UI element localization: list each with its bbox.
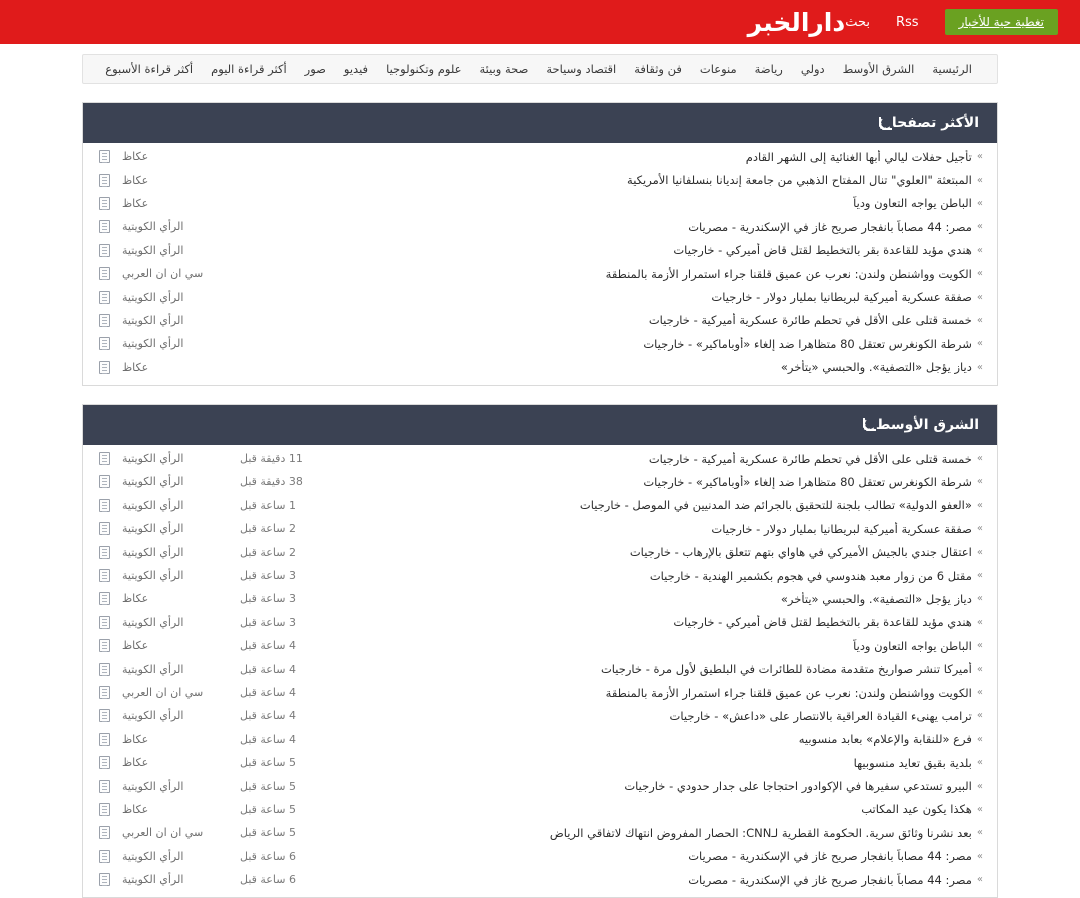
- news-time: 6 ساعة قبل: [240, 849, 296, 863]
- news-row[interactable]: [83, 611, 997, 634]
- bullet-icon: »: [976, 687, 983, 698]
- news-source: الرأي الكويتية: [122, 290, 184, 304]
- bullet-icon: »: [976, 733, 983, 745]
- news-row[interactable]: [83, 262, 997, 285]
- main-menu-bar: [82, 54, 998, 84]
- news-row[interactable]: [83, 540, 997, 563]
- bullet-icon: »: [976, 710, 983, 722]
- news-row[interactable]: [83, 215, 997, 238]
- bullet-icon: »: [976, 874, 983, 886]
- bullet-icon: »: [976, 780, 983, 792]
- news-headline-link[interactable]: الكويت وواشنطن ولندن: نعرب عن عميق قلقنا جراء استمرار الأزمة بالمنطقة: [605, 266, 972, 281]
- document-icon[interactable]: [99, 197, 110, 210]
- bullet-icon: »: [976, 197, 983, 209]
- news-source: عكاظ: [122, 150, 149, 164]
- bullet-icon: »: [976, 151, 983, 163]
- news-row[interactable]: [83, 356, 997, 379]
- top-nav: [845, 9, 1058, 35]
- news-time: 5 ساعة قبل: [240, 756, 296, 770]
- news-time: 2 ساعة قبل: [240, 522, 296, 536]
- news-source: الرأي الكويتية: [122, 522, 184, 536]
- news-headline-link[interactable]: المبتعثة "العلوي" تنال المفتاح الذهبي من جامعة إنديانا بنسلفانيا الأمريكية: [627, 173, 972, 188]
- document-icon[interactable]: [99, 220, 110, 233]
- news-headline-link[interactable]: مصر: 44 مصاباً بانفجار صريح غاز في الإسكندرية - مصريات: [688, 849, 972, 864]
- document-icon[interactable]: [99, 452, 110, 465]
- menu-item-9[interactable]: فيديو: [343, 62, 369, 76]
- document-icon[interactable]: [99, 361, 110, 374]
- news-row[interactable]: [83, 168, 997, 191]
- document-icon[interactable]: [99, 616, 110, 629]
- news-headline-link[interactable]: الباطن يواجه التعاون ودياً: [853, 196, 972, 211]
- news-row[interactable]: [83, 845, 997, 868]
- panel-title: الأكثر تصفحا: [891, 115, 979, 131]
- document-icon[interactable]: [99, 756, 110, 769]
- news-time: 3 ساعة قبل: [240, 592, 296, 606]
- menu-item-6[interactable]: اقتصاد وسياحة: [546, 62, 617, 76]
- document-icon[interactable]: [99, 592, 110, 605]
- bullet-icon: »: [976, 453, 983, 465]
- news-source: الرأي الكويتية: [122, 220, 184, 234]
- rss-icon: [879, 117, 892, 130]
- news-source: عكاظ: [122, 173, 149, 187]
- panel-title: الشرق الأوسط: [875, 416, 979, 433]
- news-row[interactable]: [83, 681, 997, 704]
- news-time: 11 دقيقة قبل: [240, 452, 303, 466]
- document-icon[interactable]: [99, 686, 110, 699]
- news-row[interactable]: [83, 309, 997, 332]
- menu-item-10[interactable]: صور: [304, 62, 326, 76]
- news-time: 4 ساعة قبل: [240, 709, 296, 723]
- news-time: 5 ساعة قبل: [240, 802, 296, 816]
- news-headline-link[interactable]: مقتل 6 من زوار معبد هندوسي في هجوم بكشمير الهندية - خارجيات: [649, 568, 972, 583]
- document-icon[interactable]: [99, 850, 110, 863]
- news-source: الرأي الكويتية: [122, 615, 184, 629]
- news-row[interactable]: [83, 751, 997, 774]
- bullet-icon: »: [976, 593, 983, 605]
- news-panel: [82, 102, 998, 386]
- news-row[interactable]: [83, 447, 997, 470]
- bullet-icon: »: [976, 338, 983, 350]
- document-icon[interactable]: [99, 709, 110, 722]
- news-source: عكاظ: [122, 360, 149, 374]
- news-time: 38 دقيقة قبل: [240, 475, 303, 489]
- document-icon[interactable]: [99, 499, 110, 512]
- menu-item-7[interactable]: صحة وبيئة: [479, 62, 529, 76]
- news-headline-link[interactable]: دياز يؤجل «التصفية». والحبسي «يتأخر»: [780, 591, 972, 606]
- news-row[interactable]: [83, 587, 997, 610]
- bullet-icon: »: [976, 314, 983, 326]
- news-time: 2 ساعة قبل: [240, 545, 296, 559]
- document-icon[interactable]: [99, 780, 110, 793]
- news-headline-link[interactable]: فرع «للنقابة والإعلام» بعابد منسوبيه: [798, 732, 972, 747]
- news-row[interactable]: [83, 657, 997, 680]
- document-icon[interactable]: [99, 663, 110, 676]
- news-time: 4 ساعة قبل: [240, 686, 296, 699]
- news-source: سي ان ان العربي: [122, 686, 204, 699]
- news-headline-link[interactable]: بعد نشرنا وثائق سرية. الحكومة القطرية لـCNN: الحصار المفروض انتهاك لاتفاقي الرياض: [549, 825, 972, 840]
- news-time: 3 ساعة قبل: [240, 569, 296, 583]
- document-icon[interactable]: [99, 291, 110, 304]
- news-time: 4 ساعة قبل: [240, 639, 296, 653]
- document-icon[interactable]: [99, 803, 110, 816]
- news-headline-link[interactable]: صفقة عسكرية أميركية لبريطانيا بمليار دولار - خارجيات: [711, 290, 972, 305]
- news-source: الرأي الكويتية: [122, 779, 184, 793]
- document-icon[interactable]: [99, 873, 110, 886]
- bullet-icon: »: [976, 361, 983, 373]
- bullet-icon: »: [976, 174, 983, 186]
- panel-body: [83, 445, 997, 897]
- news-time: 5 ساعة قبل: [240, 826, 296, 840]
- news-source: الرأي الكويتية: [122, 313, 184, 327]
- news-row[interactable]: [83, 634, 997, 657]
- news-source: الرأي الكويتية: [122, 873, 184, 887]
- document-icon[interactable]: [99, 150, 110, 163]
- bullet-icon: »: [976, 244, 983, 256]
- news-source: الرأي الكويتية: [122, 452, 184, 466]
- news-headline-link[interactable]: «العفو الدولية» تطالب بلجنة للتحقيق بالجرائم ضد المدنيين في الموصل - خارجيات: [579, 498, 972, 513]
- menu-item-5[interactable]: فن وثقافة: [634, 62, 682, 76]
- news-row[interactable]: [83, 239, 997, 262]
- news-row[interactable]: [83, 192, 997, 215]
- news-source: عكاظ: [122, 196, 149, 210]
- news-source: الرأي الكويتية: [122, 662, 184, 676]
- menu-item-8[interactable]: علوم وتكنولوجيا: [386, 62, 462, 76]
- news-row[interactable]: [83, 145, 997, 168]
- news-headline-link[interactable]: مصر: 44 مصاباً بانفجار صريح غاز في الإسكندرية - مصريات: [688, 872, 972, 887]
- site-logo[interactable]: دارالخبر: [747, 7, 846, 37]
- news-row[interactable]: [83, 704, 997, 727]
- menu-item-1[interactable]: الشرق الأوسط: [842, 62, 915, 76]
- news-source: الرأي الكويتية: [122, 709, 184, 723]
- bullet-icon: »: [976, 850, 983, 862]
- menu-item-3[interactable]: رياضة: [754, 62, 783, 76]
- news-row[interactable]: [83, 868, 997, 891]
- news-source: عكاظ: [122, 732, 149, 746]
- document-icon[interactable]: [99, 314, 110, 327]
- rss-icon: [863, 418, 876, 431]
- news-headline-link[interactable]: مصر: 44 مصاباً بانفجار صريح غاز في الإسكندرية - مصريات: [688, 219, 972, 234]
- bullet-icon: »: [976, 663, 983, 675]
- news-headline-link[interactable]: هندي مؤيد للقاعدة بقر بالتخطيط لقتل قاض أميركي - خارجيات: [673, 615, 972, 630]
- document-icon[interactable]: [99, 569, 110, 582]
- news-headline-link[interactable]: خمسة قتلى على الأقل في تحطم طائرة عسكرية أميركية - خارجيات: [648, 451, 972, 466]
- news-row[interactable]: [83, 821, 997, 844]
- news-row[interactable]: [83, 564, 997, 587]
- news-source: الرأي الكويتية: [122, 545, 184, 559]
- live-coverage-badge[interactable]: تغطية حية للأخبار: [945, 9, 1058, 35]
- news-headline-link[interactable]: اعتقال جندي بالجيش الأميركي في هاواي بتهم تتعلق بالإرهاب - خارجيات: [629, 545, 972, 560]
- news-source: الرأي الكويتية: [122, 569, 184, 583]
- panel-body: [83, 143, 997, 385]
- menu-item-0[interactable]: الرئيسية: [932, 62, 972, 76]
- news-source: الرأي الكويتية: [122, 337, 184, 351]
- news-headline-link[interactable]: شرطة الكونغرس تعتقل 80 متظاهرا ضد إلغاء «أوباماكير» - خارجيات: [643, 474, 972, 489]
- bullet-icon: »: [976, 523, 983, 535]
- news-source: الرأي الكويتية: [122, 498, 184, 512]
- bullet-icon: »: [976, 616, 983, 628]
- document-icon[interactable]: [99, 337, 110, 350]
- news-source: عكاظ: [122, 756, 149, 770]
- news-row[interactable]: [83, 728, 997, 751]
- bullet-icon: »: [976, 476, 983, 488]
- document-icon[interactable]: [99, 174, 110, 187]
- document-icon[interactable]: [99, 267, 110, 280]
- panels-container: [0, 102, 1080, 898]
- news-headline-link[interactable]: أميركا تنشر صواريخ متقدمة مضادة للطائرات في البلطيق لأول مرة - خارجيات: [600, 662, 972, 677]
- menu-item-11[interactable]: أكثر قراءة اليوم: [211, 62, 287, 76]
- news-panel: [82, 404, 998, 898]
- news-headline-link[interactable]: هكذا يكون عيد المكاتب: [861, 802, 972, 817]
- document-icon[interactable]: [99, 244, 110, 257]
- news-headline-link[interactable]: بلدية بقيق تعايد منسوبيها: [853, 755, 972, 770]
- news-headline-link[interactable]: شرطة الكونغرس تعتقل 80 متظاهرا ضد إلغاء «أوباماكير» - خارجيات: [643, 336, 972, 351]
- bullet-icon: »: [976, 640, 983, 652]
- document-icon[interactable]: [99, 475, 110, 488]
- news-headline-link[interactable]: البيرو تستدعي سفيرها في الإكوادور احتجاجا على جدار حدودي - خارجيات: [624, 779, 972, 794]
- top-header-bar: [0, 0, 1080, 44]
- news-row[interactable]: [83, 517, 997, 540]
- news-time: 4 ساعة قبل: [240, 732, 296, 746]
- news-time: 3 ساعة قبل: [240, 615, 296, 629]
- news-source: الرأي الكويتية: [122, 475, 184, 489]
- news-time: 4 ساعة قبل: [240, 662, 296, 676]
- bullet-icon: »: [976, 221, 983, 233]
- bullet-icon: »: [976, 757, 983, 769]
- news-time: 6 ساعة قبل: [240, 873, 296, 887]
- document-icon[interactable]: [99, 522, 110, 535]
- menu-item-2[interactable]: دولي: [800, 62, 825, 76]
- news-headline-link[interactable]: تأجيل حفلات ليالي أبها الغنائية إلى الشهر القادم: [745, 149, 972, 164]
- search-link[interactable]: بحث: [845, 14, 870, 30]
- document-icon[interactable]: [99, 733, 110, 746]
- menu-item-4[interactable]: منوعات: [699, 62, 737, 76]
- news-headline-link[interactable]: خمسة قتلى على الأقل في تحطم طائرة عسكرية أميركية - خارجيات: [648, 313, 972, 328]
- news-source: الرأي الكويتية: [122, 243, 184, 257]
- bullet-icon: »: [976, 499, 983, 511]
- news-headline-link[interactable]: الكويت وواشنطن ولندن: نعرب عن عميق قلقنا جراء استمرار الأزمة بالمنطقة: [605, 685, 972, 700]
- news-row[interactable]: [83, 285, 997, 308]
- document-icon[interactable]: [99, 546, 110, 559]
- rss-link[interactable]: Rss: [895, 14, 919, 30]
- news-headline-link[interactable]: هندي مؤيد للقاعدة بقر بالتخطيط لقتل قاض أميركي - خارجيات: [673, 243, 972, 258]
- bullet-icon: »: [976, 570, 983, 582]
- bullet-icon: »: [976, 291, 983, 303]
- news-time: 1 ساعة قبل: [240, 498, 296, 512]
- news-headline-link[interactable]: ترامب يهنىء القيادة العراقية بالانتصار على «داعش» - خارجيات: [669, 708, 972, 723]
- news-headline-link[interactable]: الباطن يواجه التعاون ودياً: [853, 638, 972, 653]
- bullet-icon: »: [976, 268, 983, 280]
- bullet-icon: »: [976, 803, 983, 815]
- panel-header: [83, 405, 997, 445]
- document-icon[interactable]: [99, 826, 110, 839]
- bullet-icon: »: [976, 827, 983, 839]
- news-headline-link[interactable]: صفقة عسكرية أميركية لبريطانيا بمليار دولار - خارجيات: [711, 521, 972, 536]
- news-source: سي ان ان العربي: [122, 826, 204, 840]
- document-icon[interactable]: [99, 639, 110, 652]
- news-time: 5 ساعة قبل: [240, 779, 296, 793]
- news-row[interactable]: [83, 494, 997, 517]
- news-source: عكاظ: [122, 639, 149, 653]
- news-source: عكاظ: [122, 592, 149, 606]
- news-row[interactable]: [83, 798, 997, 821]
- panel-header: [83, 103, 997, 143]
- news-source: سي ان ان العربي: [122, 267, 204, 281]
- menu-item-12[interactable]: أكثر قراءة الأسبوع: [105, 62, 194, 76]
- news-source: الرأي الكويتية: [122, 849, 184, 863]
- bullet-icon: »: [976, 546, 983, 558]
- news-row[interactable]: [83, 774, 997, 797]
- news-row[interactable]: [83, 470, 997, 493]
- news-headline-link[interactable]: دياز يؤجل «التصفية». والحبسي «يتأخر»: [780, 360, 972, 375]
- news-row[interactable]: [83, 332, 997, 355]
- news-source: عكاظ: [122, 802, 149, 816]
